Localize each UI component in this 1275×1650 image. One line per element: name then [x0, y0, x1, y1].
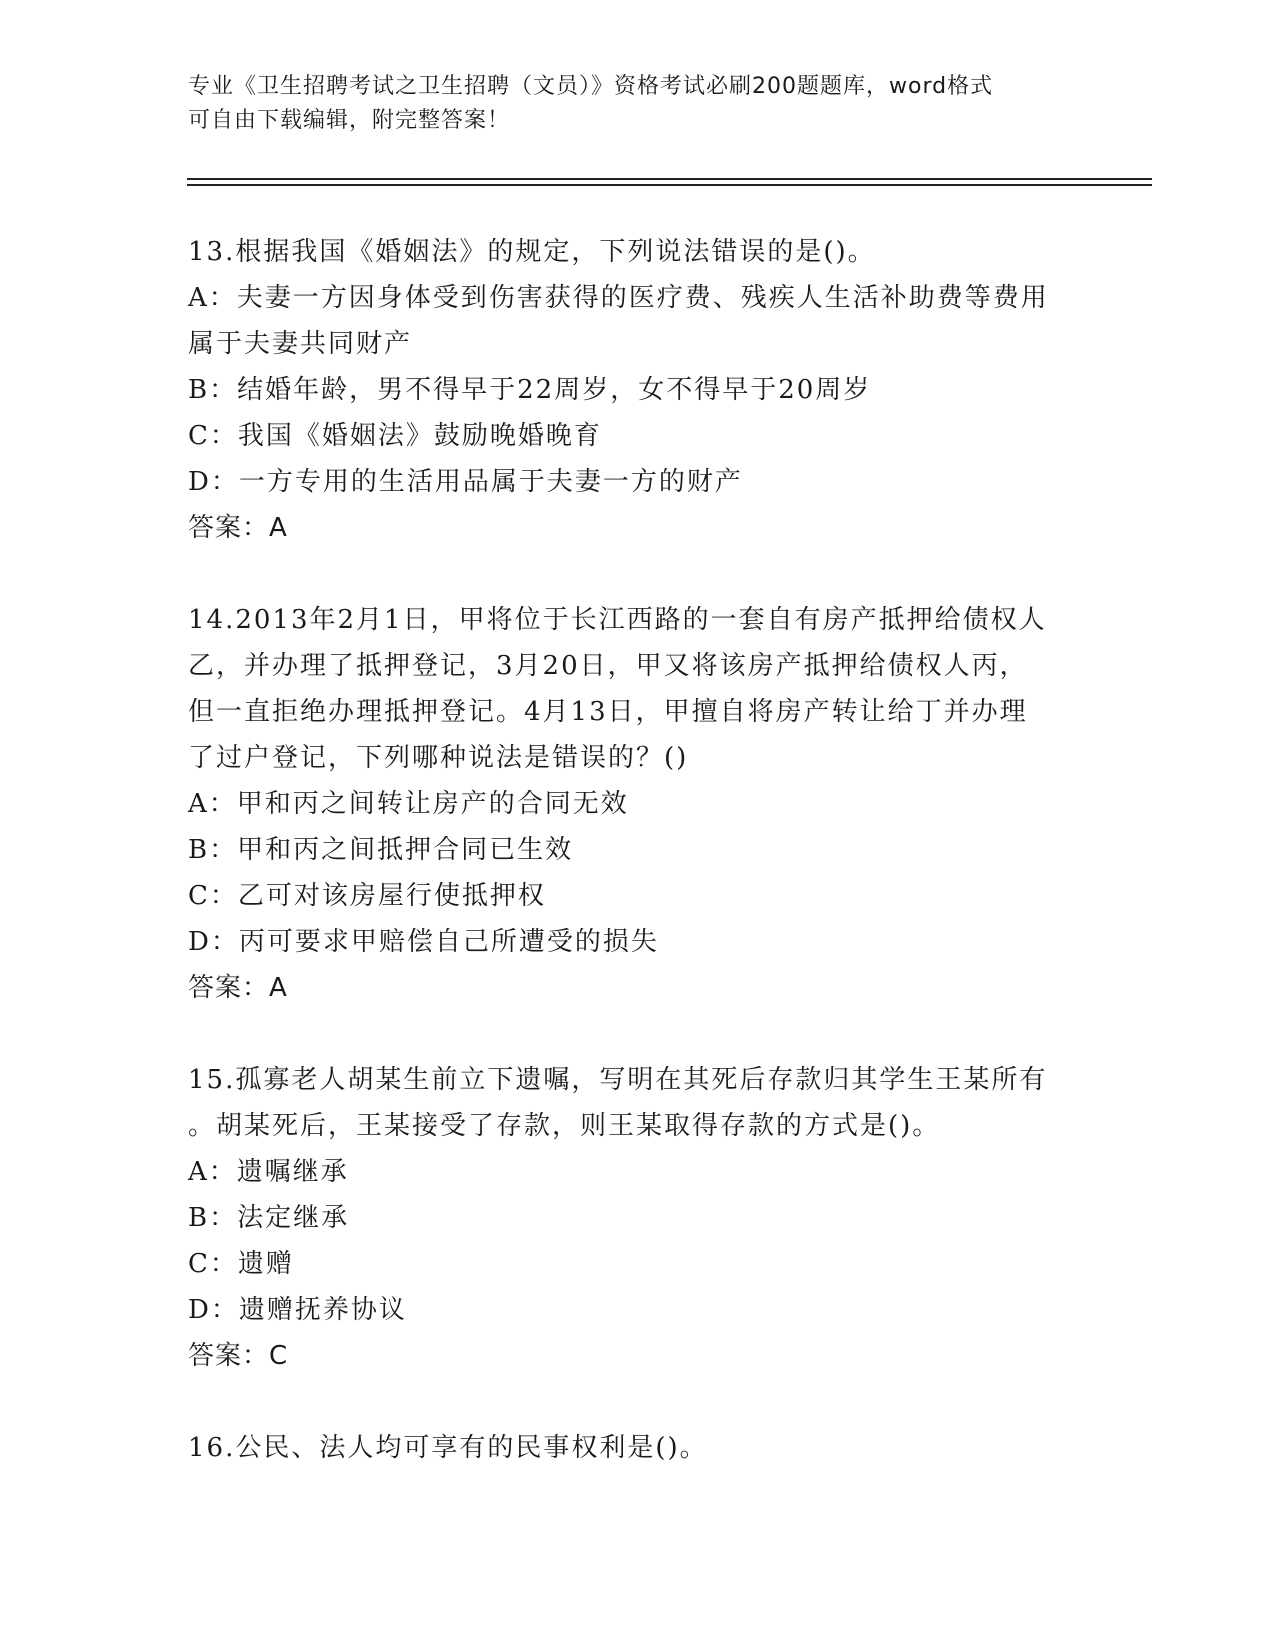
option-a: A：遗嘱继承: [188, 1157, 349, 1187]
option-c: C：我国《婚姻法》鼓励晚婚晚育: [188, 421, 602, 451]
question-text-continued: 。胡某死后，王某接受了存款，则王某取得存款的方式是()。: [188, 1111, 941, 1141]
header-line-2: 可自由下载编辑，附完整答案！: [188, 108, 511, 133]
option-b: B：甲和丙之间抵押合同已生效: [188, 835, 574, 865]
question-15: [188, 1057, 1088, 1379]
option-b: B：结婚年龄，男不得早于22周岁，女不得早于20周岁: [188, 375, 872, 405]
question-text-continued: 了过户登记，下列哪种说法是错误的？(): [188, 743, 689, 773]
question-13: [188, 229, 1088, 551]
question-text: 15.孤寡老人胡某生前立下遗嘱，写明在其死后存款归其学生王某所有: [188, 1065, 1048, 1095]
header-divider-top: [187, 178, 1152, 180]
question-text-continued: 乙，并办理了抵押登记，3月20日，甲又将该房产抵押给债权人丙，: [188, 651, 1028, 681]
question-text: 14.2013年2月1日，甲将位于长江西路的一套自有房产抵押给债权人: [188, 605, 1047, 635]
document-header: [188, 70, 1088, 138]
question-text: 13.根据我国《婚姻法》的规定，下列说法错误的是()。: [188, 237, 876, 267]
answer-label: 答案：A: [188, 973, 288, 1003]
question-text-continued: 但一直拒绝办理抵押登记。4月13日，甲擅自将房产转让给丁并办理: [188, 697, 1028, 727]
option-c: C：乙可对该房屋行使抵押权: [188, 881, 546, 911]
question-list: [188, 229, 1088, 1517]
option-a-continued: 属于夫妻共同财产: [188, 329, 413, 359]
header-divider-bottom: [187, 184, 1152, 186]
question-14: [188, 597, 1088, 1011]
option-c: C：遗赠: [188, 1249, 294, 1279]
option-d: D：一方专用的生活用品属于夫妻一方的财产: [188, 467, 743, 497]
answer-label: 答案：C: [188, 1341, 289, 1371]
answer-label: 答案：A: [188, 513, 288, 543]
option-d: D：遗赠抚养协议: [188, 1295, 407, 1325]
question-text: 16.公民、法人均可享有的民事权利是()。: [188, 1433, 708, 1463]
option-d: D：丙可要求甲赔偿自己所遭受的损失: [188, 927, 659, 957]
option-a: A：甲和丙之间转让房产的合同无效: [188, 789, 629, 819]
question-16: [188, 1425, 1088, 1471]
header-line-1: 专业《卫生招聘考试之卫生招聘（文员）》资格考试必刷200题题库，word格式: [188, 74, 994, 99]
option-b: B：法定继承: [188, 1203, 350, 1233]
option-a: A：夫妻一方因身体受到伤害获得的医疗费、残疾人生活补助费等费用: [188, 283, 1049, 313]
